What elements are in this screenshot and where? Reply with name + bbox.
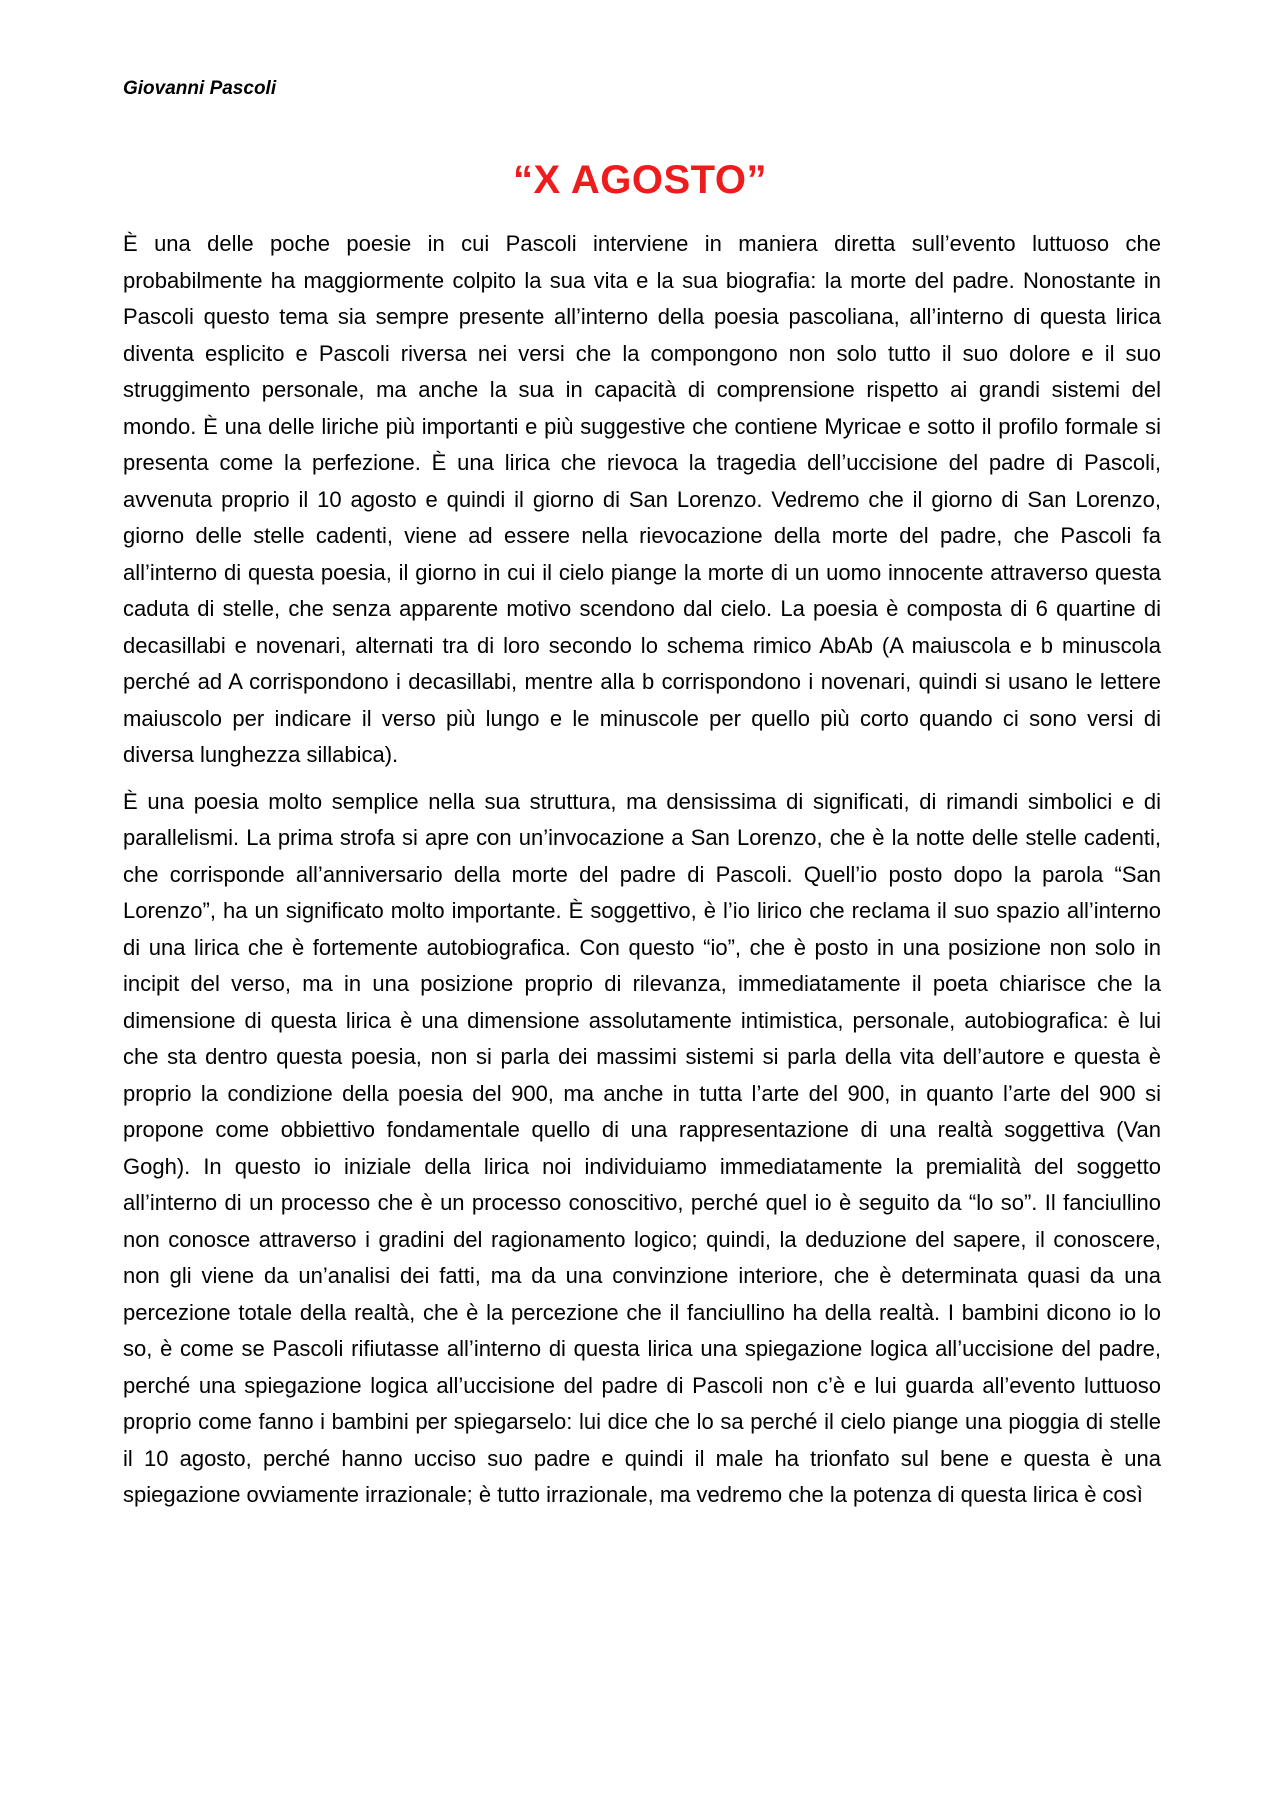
document-body <box>123 226 1161 1524</box>
page-title: “X AGOSTO” <box>513 158 767 202</box>
paragraph: È una delle poche poesie in cui Pascoli interviene in maniera diretta sull’evento luttuoso che probabilmente ha maggiormente colpito la sua vita e la sua biografia: la morte del padre. Nonostante in Pascoli questo tema sia sempre presente all’interno della poesia pascoliana, all’interno di questa lirica diventa esplicito e Pascoli riversa nei versi che la compongono non solo tutto il suo dolore e il suo struggimento personale, ma anche la sua in capacità di comprensione rispetto ai grandi sistemi del mondo. È una delle liriche più importanti e più suggestive che contiene Myricae e sotto il profilo formale si presenta come la perfezione. È una lirica che rievoca la tragedia dell’uccisione del padre di Pascoli, avvenuta proprio il 10 agosto e quindi il giorno di San Lorenzo. Vedremo che il giorno di San Lorenzo, giorno delle stelle cadenti, viene ad essere nella rievocazione della morte del padre, che Pascoli fa all’interno di questa poesia, il giorno in cui il cielo piange la morte di un uomo innocente attraverso questa caduta di stelle, che senza apparente motivo scendono dal cielo. La poesia è composta di 6 quartine di decasillabi e novenari, alternati tra di loro secondo lo schema rimico AbAb (A maiuscola e b minuscola perché ad A corrispondono i decasillabi, mentre alla b corrispondono i novenari, quindi si usano le lettere maiuscolo per indicare il verso più lungo e le minuscole per quello più corto quando ci sono versi di diversa lunghezza sillabica). <box>123 231 1161 767</box>
author-name: Giovanni Pascoli <box>123 78 277 99</box>
paragraph: È una poesia molto semplice nella sua struttura, ma densissima di significati, di rimandi simbolici e di parallelismi. La prima strofa si apre con un’invocazione a San Lorenzo, che è la notte delle stelle cadenti, che corrisponde all’anniversario della morte del padre di Pascoli. Quell’io posto dopo la parola “San Lorenzo”, ha un significato molto importante. È soggettivo, è l’io lirico che reclama il suo spazio all’interno di una lirica che è fortemente autobiografica. Con questo “io”, che è posto in una posizione non solo in incipit del verso, ma in una posizione proprio di rilevanza, immediatamente il poeta chiarisce che la dimensione di questa lirica è una dimensione assolutamente intimistica, personale, autobiografica: è lui che sta dentro questa poesia, non si parla dei massimi sistemi si parla della vita dell’autore e questa è proprio la condizione della poesia del 900, ma anche in tutta l’arte del 900, in quanto l’arte del 900 si propone come obbiettivo fondamentale quello di una rappresentazione di una realtà soggettiva (Van Gogh). In questo io iniziale della lirica noi individuiamo immediatamente la premialità del soggetto all’interno di un processo che è un processo conoscitivo, perché quel io è seguito da “lo so”. Il fanciullino non conosce attraverso i gradini del ragionamento logico; quindi, la deduzione del sapere, il conoscere, non gli viene da un’analisi dei fatti, ma da una convinzione interiore, che è determinata quasi da una percezione totale della realtà, che è la percezione che il fanciullino ha della realtà. I bambini dicono io lo so, è come se Pascoli rifiutasse all’interno di questa lirica una spiegazione logica all’uccisione del padre, perché una spiegazione logica all’uccisione del padre di Pascoli non c’è e lui guarda all’evento luttuoso proprio come fanno i bambini per spiegarselo: lui dice che lo sa perché il cielo piange una pioggia di stelle il 10 agosto, perché hanno ucciso suo padre e quindi il male ha trionfato sul bene e questa è una spiegazione ovviamente irrazionale; è tutto irrazionale, ma vedremo che la potenza di questa lirica è così <box>123 788 1161 1507</box>
